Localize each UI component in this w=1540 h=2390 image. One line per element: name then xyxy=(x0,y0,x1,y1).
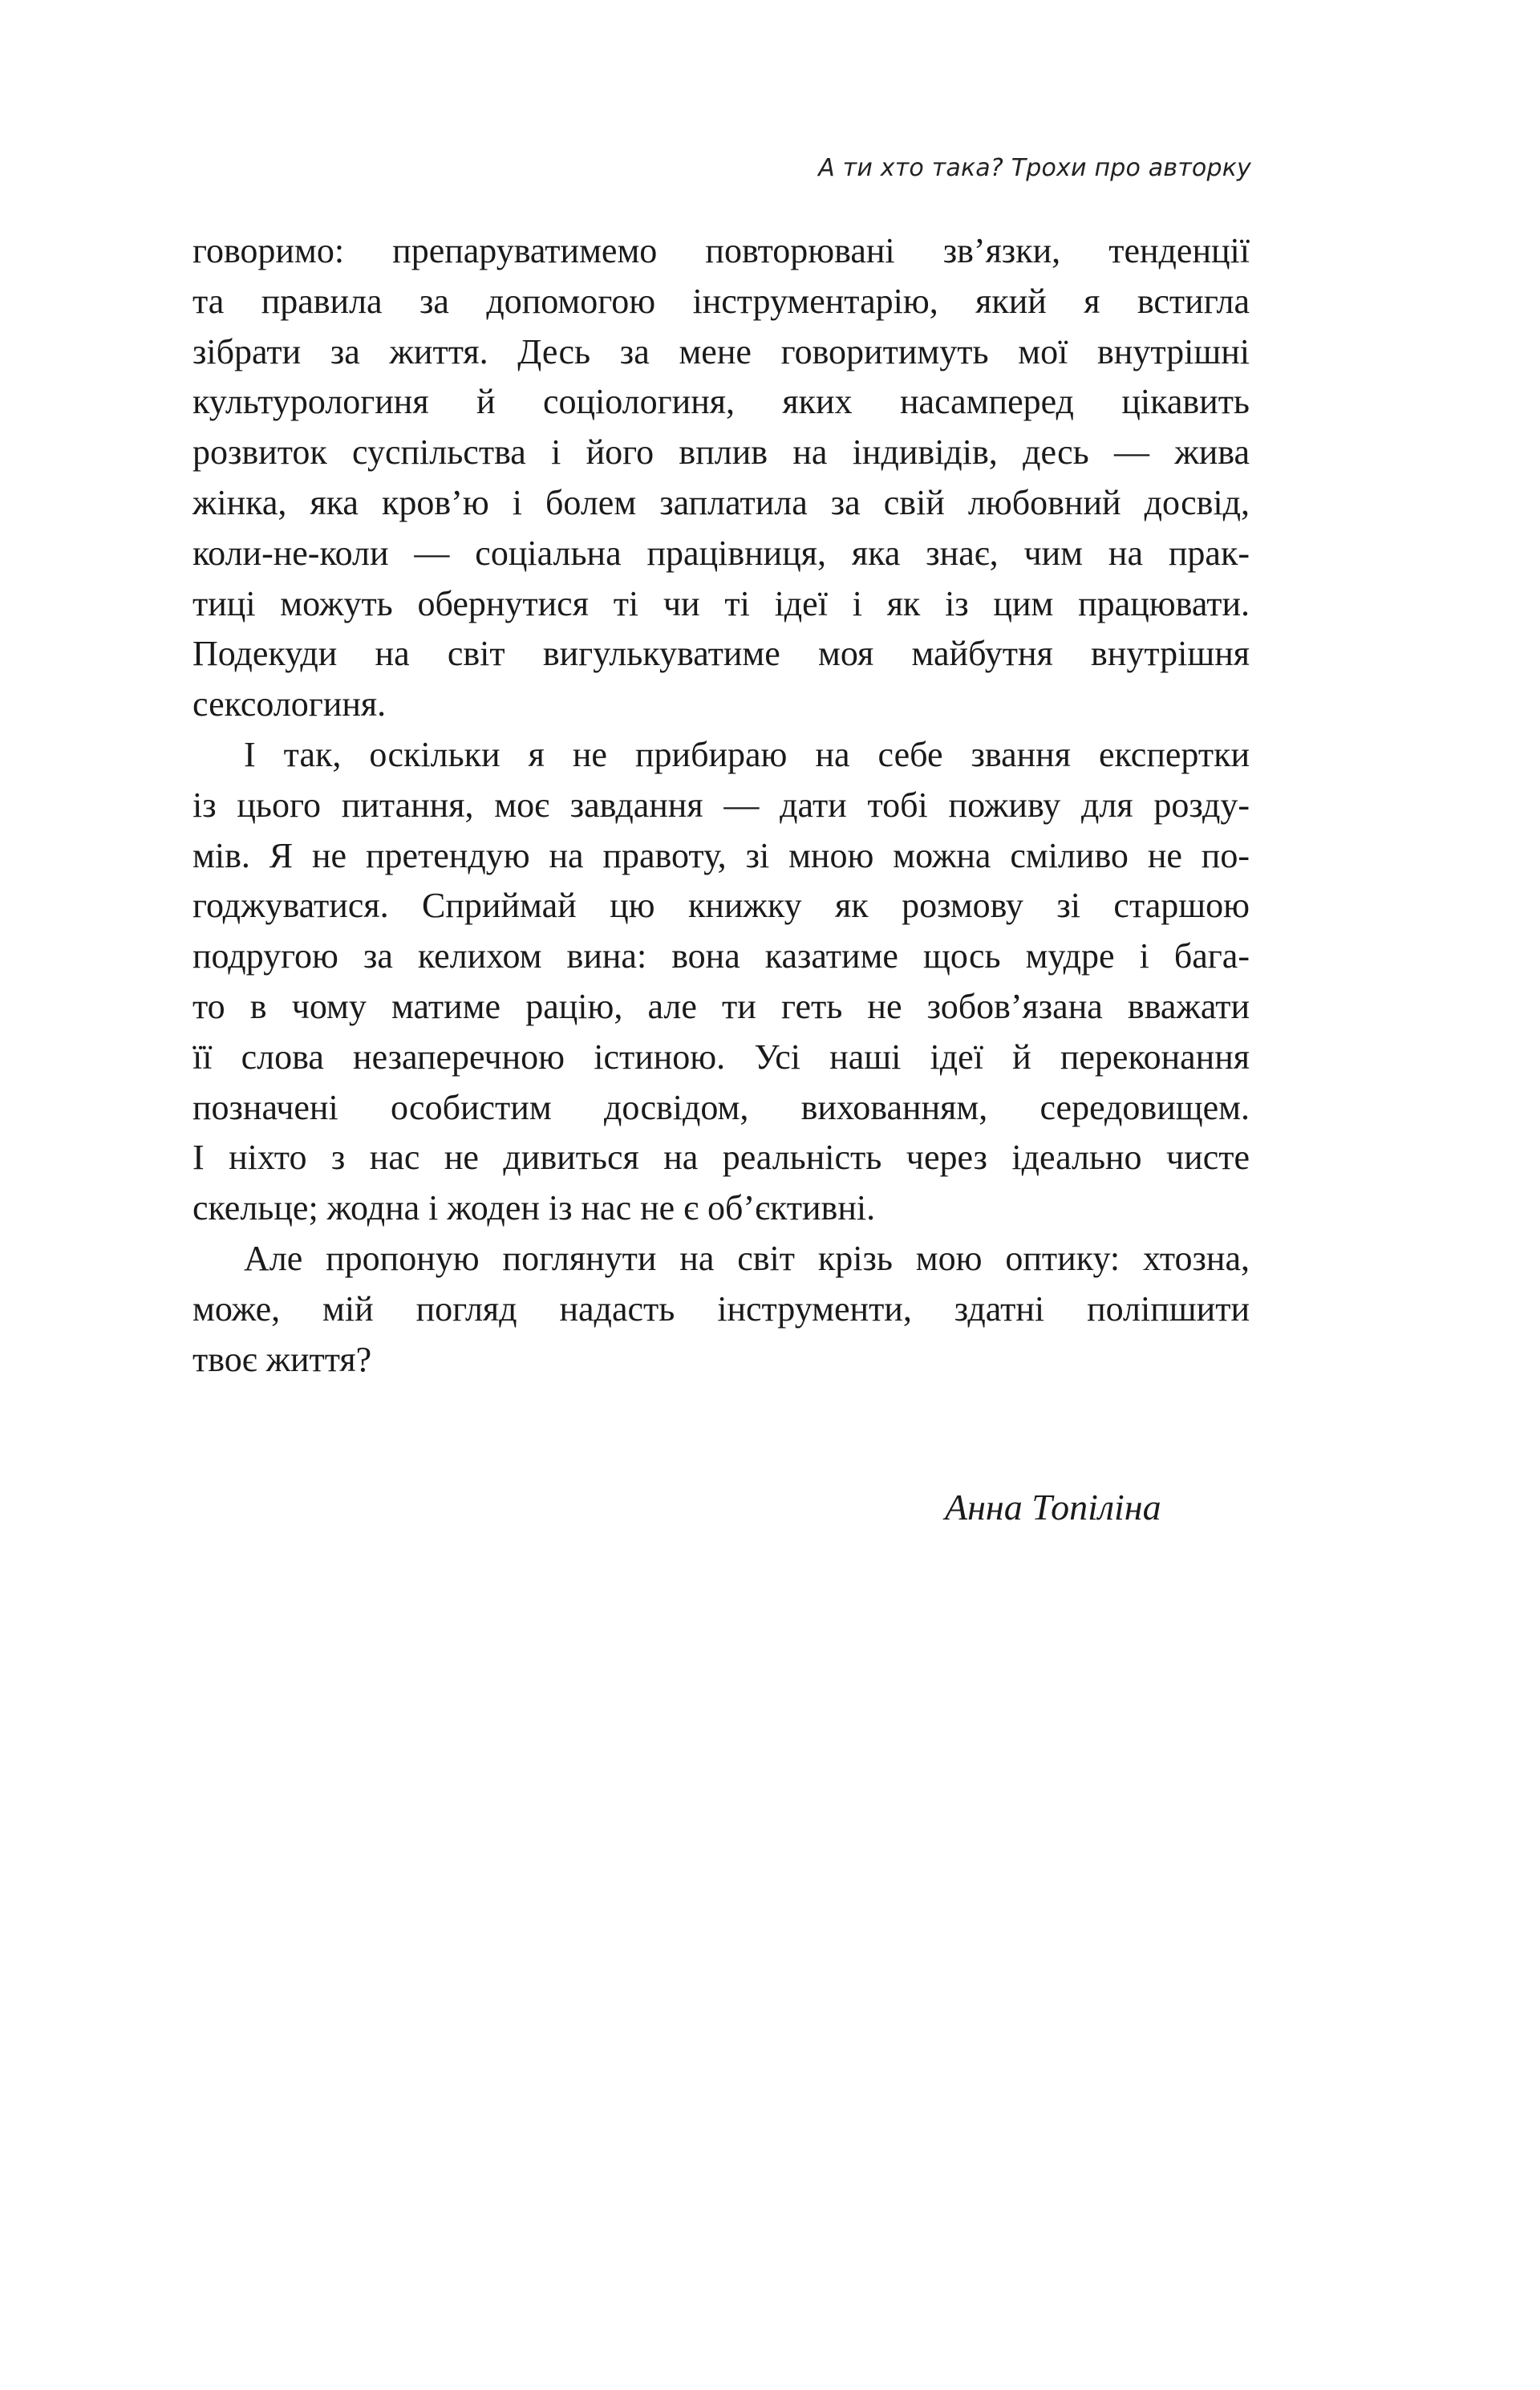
text-line: та правила за допомогою інструментарію, який я встигла xyxy=(192,281,1250,321)
text-line: І так, оскільки я не прибираю на себе звання експертки xyxy=(244,734,1250,774)
running-head: А ти хто така? Трохи про авторку xyxy=(818,154,1251,182)
paragraph-2 xyxy=(192,730,1250,1234)
text-line: із цього питання, моє завдання — дати тобі поживу для розду- xyxy=(192,785,1250,825)
paragraph-3 xyxy=(192,1234,1250,1385)
text-line: І ніхто з нас не дивиться на реальність через ідеально чисте xyxy=(192,1138,1250,1178)
text-line: зібрати за життя. Десь за мене говоритимуть мої внутрішні xyxy=(192,331,1250,371)
text-line: позначені особистим досвідом, вихованням, середовищем. xyxy=(192,1087,1250,1127)
text-line: може, мій погляд надасть інструменти, здатні поліпшити xyxy=(192,1288,1250,1329)
text-line: Подекуди на світ вигулькуватиме моя майбутня внутрішня xyxy=(192,634,1250,674)
paragraph-1 xyxy=(192,226,1250,730)
text-line: культурологиня й соціологиня, яких насамперед цікавить xyxy=(192,382,1250,422)
text-line: розвиток суспільства і його вплив на індивідів, десь — жива xyxy=(192,432,1250,473)
text-line: говоримо: препаруватимемо повторювані зв’язки, тенденції xyxy=(192,231,1250,270)
text-line: подругою за келихом вина: вона казатиме щось мудре і бага- xyxy=(192,936,1250,976)
text-line: твоє життя? xyxy=(192,1339,372,1379)
text-line: скельце; жодна і жоден із нас не є об’єктивні. xyxy=(192,1188,876,1228)
text-line: то в чому матиме рацію, але ти геть не зобов’язана вважати xyxy=(192,986,1250,1026)
text-line: годжуватися. Сприймай цю книжку як розмову зі старшою xyxy=(192,886,1250,926)
text-line: жінка, яка кров’ю і болем заплатила за свій любовний досвід, xyxy=(192,482,1250,522)
text-line: сексологиня. xyxy=(192,684,387,724)
text-line: її слова незаперечною істиною. Усі наші ідеї й переконання xyxy=(192,1037,1250,1077)
text-line: Але пропоную поглянути на світ крізь мою оптику: хтозна, xyxy=(244,1238,1250,1278)
text-line: мів. Я не претендую на правоту, зі мною можна сміливо не по- xyxy=(192,835,1250,875)
author-signature: Анна Топіліна xyxy=(945,1487,1161,1528)
body-text xyxy=(192,226,1250,1385)
text-line: коли-не-коли — соціальна працівниця, яка знає, чим на прак- xyxy=(192,533,1250,573)
text-line: тиці можуть обернутися ті чи ті ідеї і як із цим працювати. xyxy=(192,583,1250,623)
